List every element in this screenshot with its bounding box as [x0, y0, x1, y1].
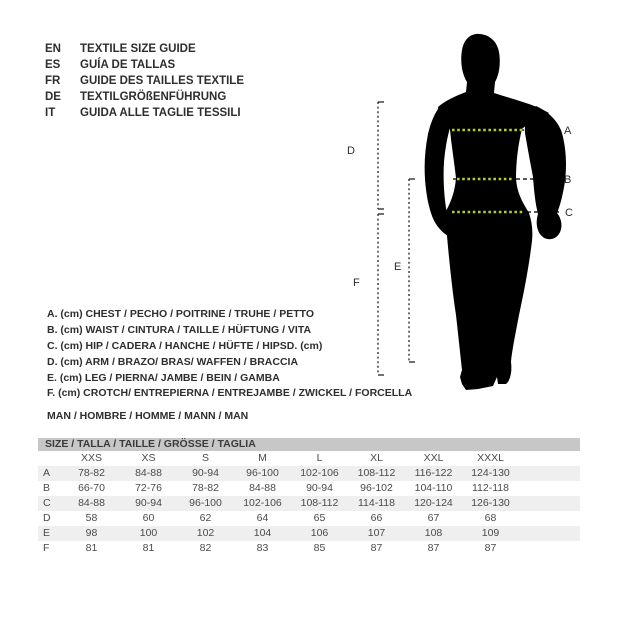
- size-value-cell: 84-88: [135, 467, 162, 479]
- lang-code: DE: [45, 91, 61, 103]
- legend-item-hip: C. (cm) HIP / CADERA / HANCHE / HÜFTE / HIPSD. (cm): [47, 339, 323, 352]
- size-value-cell: 112-118: [472, 482, 509, 494]
- size-value-cell: 108-112: [300, 497, 339, 509]
- marker-label-a: A: [564, 125, 572, 137]
- size-column-header: XXXL: [477, 452, 504, 464]
- silhouette-body: [438, 34, 549, 390]
- size-value-cell: 96-102: [360, 482, 393, 494]
- table-row: [38, 466, 580, 481]
- size-value-cell: 78-82: [78, 467, 105, 479]
- size-value-cell: 84-88: [78, 497, 105, 509]
- filler-cell: [519, 466, 580, 481]
- size-value-cell: 90-94: [192, 467, 219, 479]
- lang-code: ES: [45, 59, 61, 71]
- size-column-header: XXL: [423, 452, 444, 464]
- size-value-cell: 62: [199, 512, 212, 524]
- size-value-cell: 90-94: [135, 497, 162, 509]
- size-value-cell: 87: [427, 542, 440, 554]
- size-value-cell: 82: [199, 542, 212, 554]
- size-header-row: [38, 451, 580, 466]
- legend-item-chest: A. (cm) CHEST / PECHO / POITRINE / TRUHE / PETTO: [47, 308, 315, 320]
- legend-item-waist: B. (cm) WAIST / CINTURA / TAILLE / HÜFTUNG / VITA: [47, 323, 312, 336]
- size-value-cell: 58: [85, 512, 98, 524]
- marker-label-f: F: [353, 277, 360, 289]
- size-value-cell: 104-110: [414, 482, 453, 494]
- size-value-cell: 107: [367, 527, 386, 539]
- size-value-cell: 65: [313, 512, 326, 524]
- size-value-cell: 66-70: [78, 482, 105, 494]
- size-value-cell: 96-100: [246, 467, 279, 479]
- size-value-cell: 106: [310, 527, 329, 539]
- filler-cell: [519, 481, 580, 496]
- title-text: TEXTILGRÖßENFÜHRUNG: [80, 91, 227, 103]
- size-value-cell: 124-130: [471, 467, 510, 479]
- size-value-cell: 68: [484, 512, 497, 524]
- filler-cell: [519, 526, 580, 541]
- size-value-cell: 67: [427, 512, 440, 524]
- size-value-cell: 102: [196, 527, 215, 539]
- size-value-cell: 64: [256, 512, 269, 524]
- size-column-header: S: [201, 452, 209, 464]
- size-value-cell: 83: [256, 542, 269, 554]
- size-value-cell: 102-106: [243, 497, 282, 509]
- size-column-header: L: [316, 452, 323, 464]
- table-row: [38, 511, 580, 526]
- size-table: [38, 451, 580, 556]
- silhouette-left-arm: [425, 104, 450, 236]
- legend-item-crotch: F. (cm) CROTCH/ ENTREPIERNA / ENTREJAMBE / ZWICKEL / FORCELLA: [47, 387, 413, 400]
- silhouette-right-arm: [525, 106, 566, 239]
- size-value-cell: 60: [142, 512, 155, 524]
- title-text: GUIDE DES TAILLES TEXTILE: [80, 75, 244, 87]
- filler-cell: [519, 496, 580, 511]
- size-value-cell: 66: [370, 512, 383, 524]
- size-value-cell: 87: [484, 542, 497, 554]
- size-value-cell: 90-94: [306, 482, 333, 494]
- legend-item-leg: E. (cm) LEG / PIERNA/ JAMBE / BEIN / GAMBA: [47, 371, 280, 384]
- size-column-header: M: [258, 452, 267, 464]
- legend-item-arm: D. (cm) ARM / BRAZO/ BRAS/ WAFFEN / BRACCIA: [47, 355, 299, 368]
- size-value-cell: 108: [424, 527, 443, 539]
- row-label: D: [43, 512, 51, 524]
- lang-code: FR: [45, 75, 61, 87]
- size-value-cell: 126-130: [471, 497, 510, 509]
- size-value-cell: 116-122: [414, 467, 453, 479]
- size-value-cell: 114-118: [358, 497, 395, 509]
- row-label: C: [43, 497, 51, 509]
- size-table-body: [38, 451, 580, 556]
- filler-cell: [519, 451, 580, 466]
- size-value-cell: 109: [481, 527, 500, 539]
- size-value-cell: 120-124: [414, 497, 453, 509]
- row-label: E: [43, 527, 51, 539]
- row-label: F: [43, 542, 50, 554]
- size-value-cell: 81: [85, 542, 98, 554]
- row-label: A: [43, 467, 51, 479]
- size-value-cell: 96-100: [189, 497, 222, 509]
- size-value-cell: 100: [139, 527, 158, 539]
- marker-label-b: B: [564, 174, 572, 186]
- lang-code: IT: [45, 107, 56, 119]
- size-value-cell: 104: [253, 527, 272, 539]
- table-row: [38, 496, 580, 511]
- title-text: TEXTILE SIZE GUIDE: [80, 43, 196, 55]
- size-value-cell: 108-112: [357, 467, 396, 479]
- marker-label-d: D: [347, 145, 355, 157]
- size-value-cell: 87: [370, 542, 383, 554]
- lang-code: EN: [45, 43, 61, 55]
- size-column-header: XXS: [80, 452, 102, 464]
- size-value-cell: 84-88: [249, 482, 276, 494]
- table-row: [38, 526, 580, 541]
- size-value-cell: 102-106: [300, 467, 339, 479]
- row-label: B: [43, 482, 51, 494]
- filler-cell: [519, 511, 580, 526]
- title-text: GUÍA DE TALLAS: [80, 59, 176, 71]
- marker-label-e: E: [394, 261, 402, 273]
- marker-label-c: C: [565, 207, 573, 219]
- corner-cell: [38, 451, 63, 466]
- table-row: [38, 541, 580, 556]
- size-value-cell: 78-82: [192, 482, 219, 494]
- gender-line: MAN / HOMBRE / HOMME / MANN / MAN: [47, 410, 249, 422]
- size-column-header: XS: [141, 452, 156, 464]
- size-table-section: [38, 438, 580, 556]
- table-row: [38, 481, 580, 496]
- size-table-title: SIZE / TALLA / TAILLE / GRÖSSE / TAGLIA: [38, 438, 580, 451]
- size-value-cell: 81: [142, 542, 155, 554]
- size-value-cell: 72-76: [135, 482, 162, 494]
- measurement-legend: [47, 307, 412, 402]
- filler-cell: [519, 541, 580, 556]
- size-value-cell: 85: [313, 542, 326, 554]
- size-value-cell: 98: [85, 527, 98, 539]
- title-text: GUIDA ALLE TAGLIE TESSILI: [80, 107, 241, 119]
- size-column-header: XL: [370, 452, 383, 464]
